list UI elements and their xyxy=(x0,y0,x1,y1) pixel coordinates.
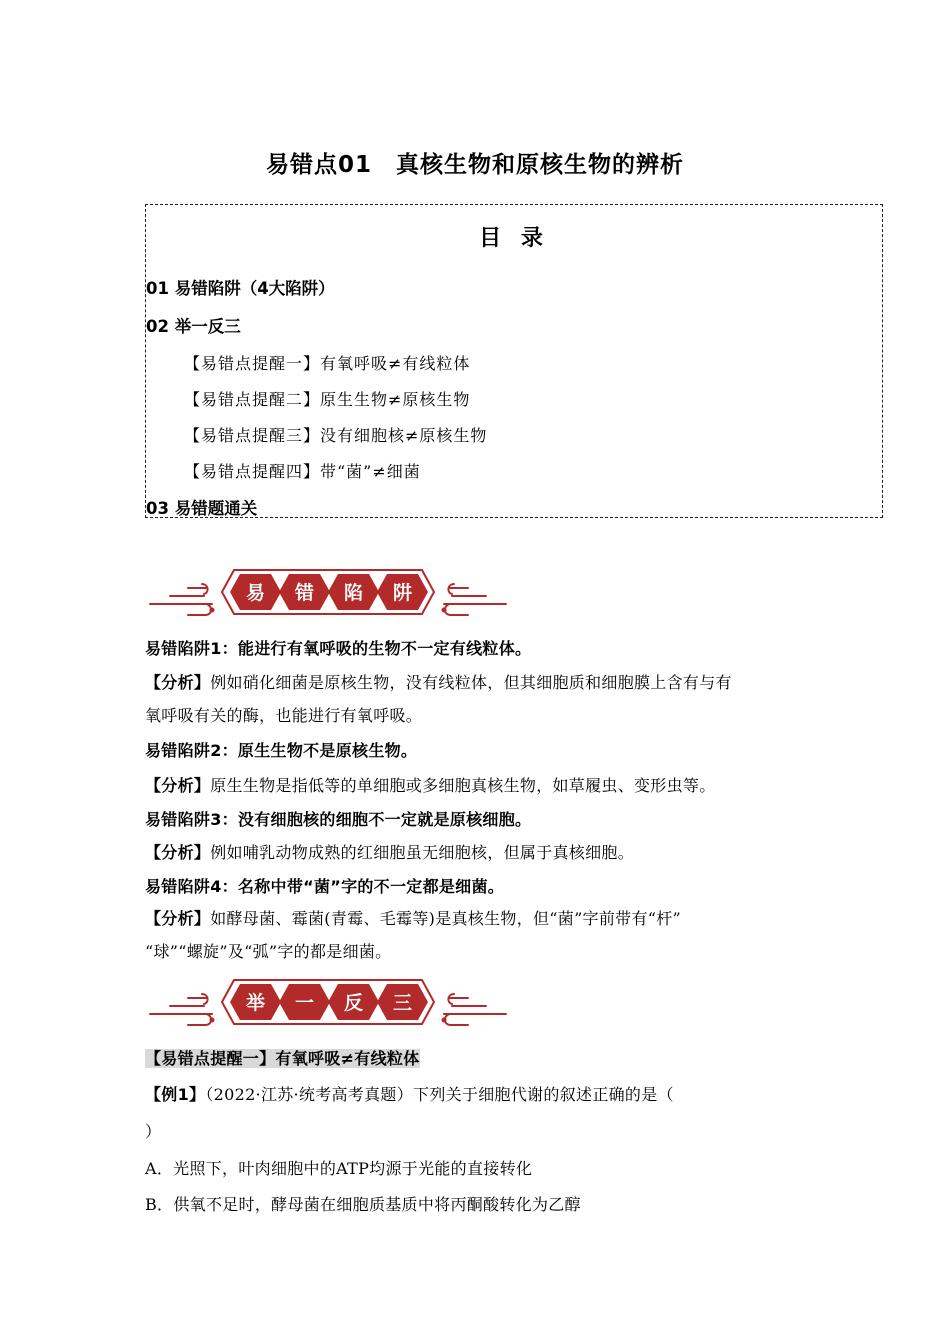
option-b: B．供氧不足时，酵母菌在细胞质基质中将丙酮酸转化为乙醇 xyxy=(145,1195,581,1214)
table-of-contents xyxy=(145,204,883,518)
toc-heading: 目 录 xyxy=(479,226,549,251)
banner-char-1: 举 xyxy=(245,992,266,1014)
trap-2-analysis: 【分析】原生生物是指低等的单细胞或多细胞真核生物，如草履虫、变形虫等。 xyxy=(145,776,716,795)
toc-item-2: 【易错点提醒二】原生生物≠原核生物 xyxy=(184,390,471,409)
banner-char-1: 易 xyxy=(245,582,266,604)
toc-item-3: 【易错点提醒三】没有细胞核≠原核生物 xyxy=(184,426,488,445)
trap-2-heading: 易错陷阱2：原生生物不是原核生物。 xyxy=(145,741,418,760)
toc-section-exercises: 03 易错题通关 xyxy=(146,499,258,518)
trap-3-heading: 易错陷阱3：没有细胞核的细胞不一定就是原核细胞。 xyxy=(145,810,532,829)
trap-1-heading: 易错陷阱1：能进行有氧呼吸的生物不一定有线粒体。 xyxy=(145,639,532,658)
analysis-tag: 【分析】 xyxy=(145,776,211,795)
page-title: 易错点01 真核生物和原核生物的辨析 xyxy=(265,152,684,178)
trap-4-analysis-cont: “球”“螺旋”及“弧”字的都是细菌。 xyxy=(145,942,392,961)
toc-item-4: 【易错点提醒四】带“菌”≠细菌 xyxy=(184,462,421,481)
banner-char-4: 阱 xyxy=(392,582,413,604)
example-1-stem: 【例1】（2022·江苏·统考高考真题）下列关于细胞代谢的叙述正确的是（ xyxy=(145,1085,674,1104)
trap-1-analysis: 【分析】例如硝化细菌是原核生物，没有线粒体，但其细胞质和细胞膜上含有与有 xyxy=(145,673,732,692)
analysis-tag: 【分析】 xyxy=(145,673,211,692)
banner-dot-icon xyxy=(210,1018,215,1023)
examples-banner xyxy=(148,972,508,1032)
trap-4-analysis: 【分析】如酵母菌、霉菌(青霉、毛霉等)是真核生物，但“菌”字前带有“杆” xyxy=(145,909,682,928)
banner-char-2: 错 xyxy=(294,582,315,604)
trap-1-analysis-cont: 氧呼吸有关的酶，也能进行有氧呼吸。 xyxy=(145,706,423,725)
banner-char-2: 一 xyxy=(294,992,315,1014)
option-a: A．光照下，叶肉细胞中的ATP均源于光能的直接转化 xyxy=(145,1159,533,1178)
banner-dot-icon xyxy=(442,608,447,613)
banner-char-3: 陷 xyxy=(343,582,364,604)
reminder-heading: 【易错点提醒一】有氧呼吸≠有线粒体 xyxy=(145,1049,420,1068)
analysis-tag: 【分析】 xyxy=(145,843,211,862)
banner-dot-icon xyxy=(442,1018,447,1023)
toc-section-traps: 01 易错陷阱（4大陷阱） xyxy=(146,279,335,298)
toc-item-1: 【易错点提醒一】有氧呼吸≠有线粒体 xyxy=(184,354,471,373)
trap-3-analysis: 【分析】例如哺乳动物成熟的红细胞虽无细胞核，但属于真核细胞。 xyxy=(145,843,635,862)
banner-dot-icon xyxy=(210,608,215,613)
banner-char-3: 反 xyxy=(343,992,364,1014)
banner-char-4: 三 xyxy=(392,992,413,1014)
toc-section-examples: 02 举一反三 xyxy=(146,317,241,336)
example-1-stem-end: ） xyxy=(145,1122,162,1141)
trap-4-heading: 易错陷阱4：名称中带“菌”字的不一定都是细菌。 xyxy=(145,877,505,896)
example-label: 【例1】 xyxy=(145,1085,206,1104)
traps-banner xyxy=(148,562,508,622)
analysis-tag: 【分析】 xyxy=(145,909,211,928)
